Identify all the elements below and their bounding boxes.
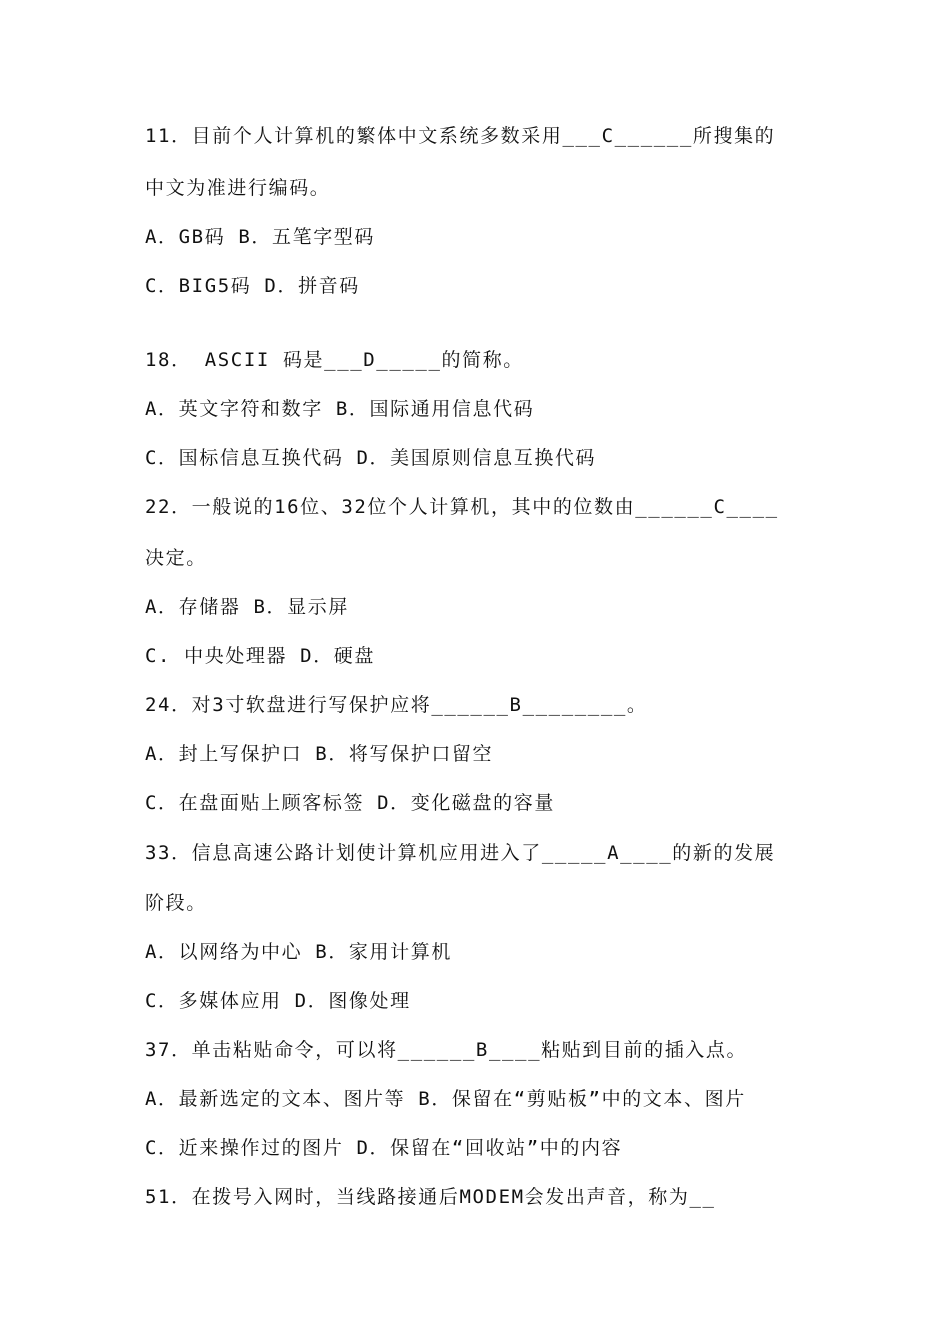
question-11-options-cd: C．BIG5码 D．拼音码 <box>145 275 360 297</box>
question-11-line-1: 11．目前个人计算机的繁体中文系统多数采用___C______所搜集的 <box>145 125 776 147</box>
question-22-line-1: 22．一般说的16位、32位个人计算机，其中的位数由______C____ <box>145 496 779 518</box>
question-33-line-1: 33．信息高速公路计划使计算机应用进入了_____A____的新的发展 <box>145 842 776 864</box>
question-51-line: 51．在拨号入网时，当线路接通后MODEM会发出声音，称为__ <box>145 1186 716 1208</box>
question-22-line-2: 决定。 <box>145 547 207 569</box>
question-33-options-ab: A．以网络为中心 B．家用计算机 <box>145 941 452 963</box>
question-33-line-2: 阶段。 <box>145 892 207 914</box>
question-18-options-ab: A．英文字符和数字 B．国际通用信息代码 <box>145 398 535 420</box>
question-37-options-ab: A．最新选定的文本、图片等 B．保留在“剪贴板”中的文本、图片 <box>145 1088 746 1110</box>
question-37-options-cd: C．近来操作过的图片 D．保留在“回收站”中的内容 <box>145 1137 623 1159</box>
question-22-options-ab: A．存储器 B．显示屏 <box>145 596 349 618</box>
question-24-options-cd: C．在盘面贴上顾客标签 D．变化磁盘的容量 <box>145 792 555 814</box>
question-11-line-2: 中文为准进行编码。 <box>145 177 331 199</box>
question-37-line: 37．单击粘贴命令，可以将______B____粘贴到目前的插入点。 <box>145 1039 748 1061</box>
question-11-options-ab: A．GB码 B．五笔字型码 <box>145 226 375 248</box>
question-18-options-cd: C．国标信息互换代码 D．美国原则信息互换代码 <box>145 447 597 469</box>
question-18-line: 18． ASCII 码是___D_____的简称。 <box>145 349 524 371</box>
question-24-line: 24．对3寸软盘进行写保护应将______B________。 <box>145 694 648 716</box>
question-33-options-cd: C．多媒体应用 D．图像处理 <box>145 990 411 1012</box>
question-22-options-cd: C. 中央处理器 D．硬盘 <box>145 645 375 667</box>
question-24-options-ab: A．封上写保护口 B．将写保护口留空 <box>145 743 494 765</box>
